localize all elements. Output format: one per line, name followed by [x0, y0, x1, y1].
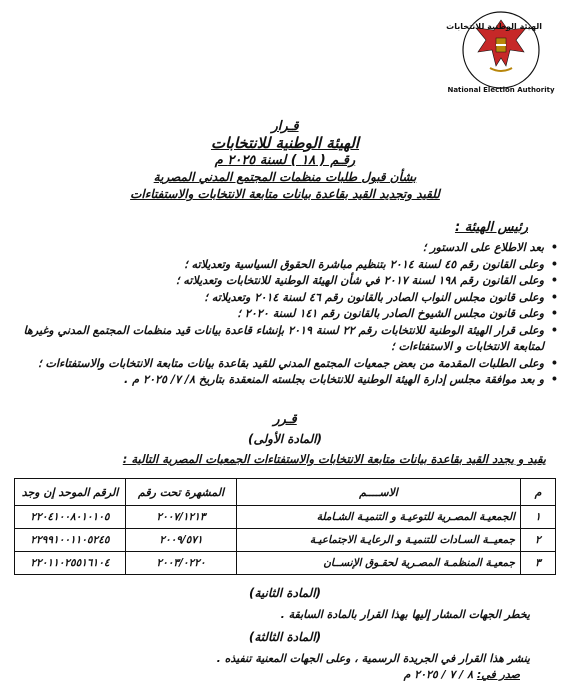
preamble-item: • وعلى الطلبات المقدمة من بعض جمعيات المجتمع المدني للقيد بقاعدة بيانات متابعة الانتخابات والاستفتاءات ؛ — [10, 356, 558, 373]
registration-number: ٢٠٠٧/١٢١٣ — [126, 506, 237, 529]
bullet-icon: • — [550, 290, 558, 304]
preamble-item: • وعلى قانون مجلس النواب الصادر بالقانون رقم ٤٦ لسنة ٢٠١٤ وتعديلاته ؛ — [10, 290, 558, 307]
bullet-icon: • — [550, 323, 558, 337]
preamble-item: • بعد الاطلاع على الدستور ؛ — [10, 240, 558, 257]
col-header-number: م — [521, 479, 556, 506]
decree-number: رقـم ( ١٨ ) لسنة ٢٠٢٥ م — [214, 153, 356, 168]
authority-name: الهيئة الوطنية للانتخابات — [210, 134, 360, 152]
decree-subject-line-1: بشأن قبول طلبات منظمات المجتمع المدني المصرية — [153, 170, 417, 184]
preamble-item: • وعلى القانون رقم ٤٥ لسنة ٢٠١٤ بتنظيم مباشرة الحقوق السياسية وتعديلاته ؛ — [10, 257, 558, 274]
decree-subject-line-2: للقيد وتجديد القيد بقاعدة بيانات متابعة الانتخابات والاستفتاءات — [130, 187, 440, 201]
article-3-text: ينشر هذا القرار في الجريدة الرسمية ، وعلى الجهات المعنية تنفيذه . — [216, 652, 530, 665]
col-header-name: الاســــم — [237, 479, 521, 506]
preamble-item: • و بعد موافقة مجلس إدارة الهيئة الوطنية للانتخابات بجلسته المنعقدة بتاريخ ٨/ ٧/ ٢٠٢٥ م . — [10, 372, 558, 389]
unified-id: ٢٢٩٩١٠٠١١٠٥٢٤٥ — [15, 529, 126, 552]
chairman-heading: رئيس الهيئة : — [454, 220, 528, 235]
table-row — [15, 552, 556, 575]
unified-id: ٢٢٠١١٠٢٥٥١٦١٠٤ — [15, 552, 126, 575]
table-row — [15, 529, 556, 552]
preamble-item: • وعلى قانون مجلس الشيوخ الصادر بالقانون رقم ١٤١ لسنة ٢٠٢٠ ؛ — [10, 306, 558, 323]
logo-arabic-text: الهيئة الوطنية للانتخابات — [446, 22, 542, 31]
unified-id: ٢٢٠٤١٠٠٨٠١٠١٠٥ — [15, 506, 126, 529]
table-header-row — [15, 479, 556, 506]
row-number: ٣ — [521, 552, 556, 575]
table-row — [15, 506, 556, 529]
associations-table — [14, 478, 556, 575]
authority-logo — [446, 8, 556, 108]
association-name: جمعيـة المنظمـة المصـرية لحقـوق الإنســان — [237, 552, 521, 575]
bullet-icon: • — [550, 257, 558, 271]
col-header-unified-id: الرقم الموحد إن وجد — [15, 479, 126, 506]
issued-label: صدر في: — [476, 668, 520, 681]
bullet-icon: • — [550, 307, 558, 320]
article-3-title: (المادة الثالثة) — [248, 630, 322, 644]
row-number: ١ — [521, 506, 556, 529]
issued-date: ٨ / ٧ / ٢٠٢٥ م — [403, 668, 474, 681]
registration-number: ٢٠٠٩/٥٧١ — [126, 529, 237, 552]
issue-date-line — [404, 668, 520, 681]
decree-word: قـرار — [271, 119, 299, 134]
preamble-item: • وعلى قرار الهيئة الوطنية للانتخابات رقم ٢٢ لسنة ٢٠١٩ بإنشاء قاعدة بيانات قيد منظمات المجتمع المدني وغيرها لمتابعة الانتخابات و الاستفتاءات ؛ — [23, 323, 558, 353]
article-2-title: (المادة الثانية) — [248, 586, 322, 600]
logo-english-text: National Election Authority — [447, 86, 555, 94]
col-header-registration: المشهرة تحت رقم — [126, 479, 237, 506]
association-name: الجمعيـة المصـرية للتوعيـة و التنميـة الشـاملة — [237, 506, 521, 529]
association-name: جمعيــة السـادات للتنميـة و الرعايـة الاجتماعيـة — [237, 529, 521, 552]
preamble-list — [10, 240, 558, 389]
preamble-item: • وعلى القانون رقم ١٩٨ لسنة ٢٠١٧ في شأن الهيئة الوطنية للانتخابات وتعديلاته ؛ — [10, 273, 558, 290]
bullet-icon: • — [550, 241, 558, 254]
article-1-title: (المادة الأولى) — [248, 432, 322, 446]
decided-heading: قـرر — [273, 412, 297, 427]
bullet-icon: • — [550, 373, 558, 386]
article-2-text: يخطر الجهات المشار إليها بهذا القرار بالمادة السابقة . — [280, 608, 530, 621]
decree-heading — [0, 118, 570, 203]
article-1-intro: يقيد و يجدد القيد بقاعدة بيانات متابعة الانتخابات والاستفتاءات الجمعيات المصرية التالية : — [122, 452, 546, 466]
registration-number: ٢٠٠٣/٠٢٢٠ — [126, 552, 237, 575]
bullet-icon: • — [550, 356, 558, 370]
bullet-icon: • — [550, 274, 558, 287]
row-number: ٢ — [521, 529, 556, 552]
